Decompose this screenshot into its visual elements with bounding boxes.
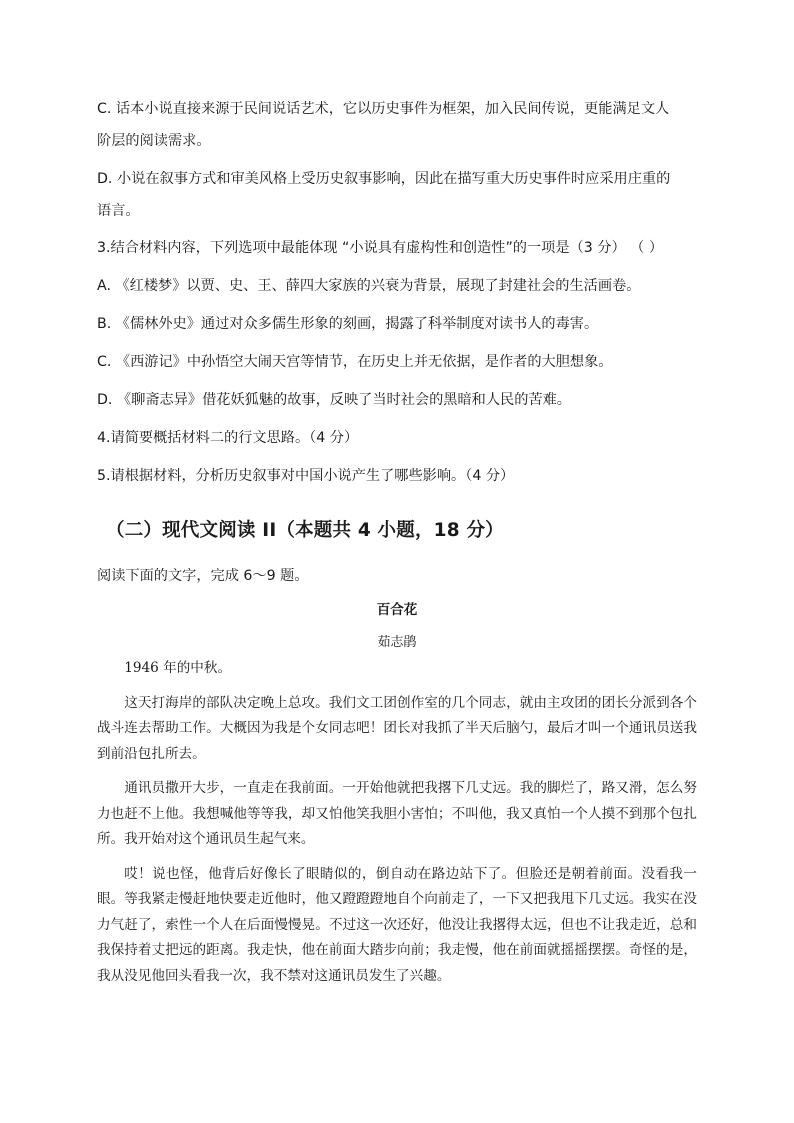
- story-paragraph: 通讯员撒开大步，一直走在我前面。一开始他就把我撂下几丈远。我的脚烂了，路又滑，怎么努力也赶不上他。我想喊他等等我，却又怕他笑我胆小害怕；不叫他，我又真怕一个人摸不到那个包扎所。我开始对这个通讯员生起气来。: [97, 780, 697, 847]
- story-paragraph: 这天打海岸的部队决定晚上总攻。我们文工团创作室的几个同志，就由主攻团的团长分派到各个战斗连去帮助工作。大概因为我是个女同志吧！团长对我抓了半天后脑勺，最后才叫一个通讯员送我到前沿包扎所去。: [97, 694, 697, 762]
- option-d-prev-line2: 语言。: [97, 203, 140, 219]
- question-3-stem: 3.结合材料内容，下列选项中最能体现 “小说具有虚构性和创造性”的一项是（3 分） （ ）: [97, 240, 664, 256]
- story-paragraph: 1946 年的中秋。: [124, 660, 232, 676]
- story-body: [97, 656, 697, 989]
- question-3-option-d: D. 《聊斋志异》借花妖狐魅的故事，反映了当时社会的黑暗和人民的苦难。: [97, 392, 571, 408]
- option-c-prev-line1: C. 话本小说直接来源于民间说话艺术，它以历史事件为框架，加入民间传说，更能满足文人: [97, 101, 670, 117]
- story-paragraph: 哎！说也怪，他背后好像长了眼睛似的，倒自动在路边站下了。但脸还是朝着前面。没看我一眼。等我紧走慢赶地快要走近他时，他又蹬蹬蹬地自个向前走了，一下又把我甩下几丈远。我实在没力气赶了，索性一个人在后面慢慢晃。不过这一次还好，他没让我撂得太远，但也不让我走近，总和我保持着丈把远的距离。我走快，他在前面大踏步向前；我走慢，他在前面就摇摇摆摆。奇怪的是，我从没见他回头看我一次，我不禁对这通讯员发生了兴趣。: [97, 865, 697, 984]
- question-3-option-b: B. 《儒林外史》通过对众多儒生形象的刻画，揭露了科举制度对读书人的毒害。: [97, 316, 599, 332]
- section-intro: 阅读下面的文字，完成 6～9 题。: [97, 568, 309, 584]
- section-title: （二）现代文阅读 II（本题共 4 小题，18 分）: [106, 520, 504, 541]
- question-4: 4.请简要概括材料二的行文思路。（4 分）: [97, 430, 359, 446]
- option-c-prev-line2: 阶层的阅读需求。: [97, 133, 211, 149]
- option-d-prev-line1: D. 小说在叙事方式和审美风格上受历史叙事影响，因此在描写重大历史事件时应采用庄重的: [97, 171, 671, 187]
- story-author: 茹志鹃: [377, 635, 417, 650]
- question-5: 5.请根据材料，分析历史叙事对中国小说产生了哪些影响。（4 分）: [97, 468, 515, 484]
- story-title: 百合花: [376, 602, 418, 618]
- question-3-option-a: A. 《红楼梦》以贾、史、王、薛四大家族的兴衰为背景，展现了封建社会的生活画卷。: [97, 278, 641, 294]
- question-3-option-c: C. 《西游记》中孙悟空大闹天宫等情节，在历史上并无依据，是作者的大胆想象。: [97, 354, 613, 370]
